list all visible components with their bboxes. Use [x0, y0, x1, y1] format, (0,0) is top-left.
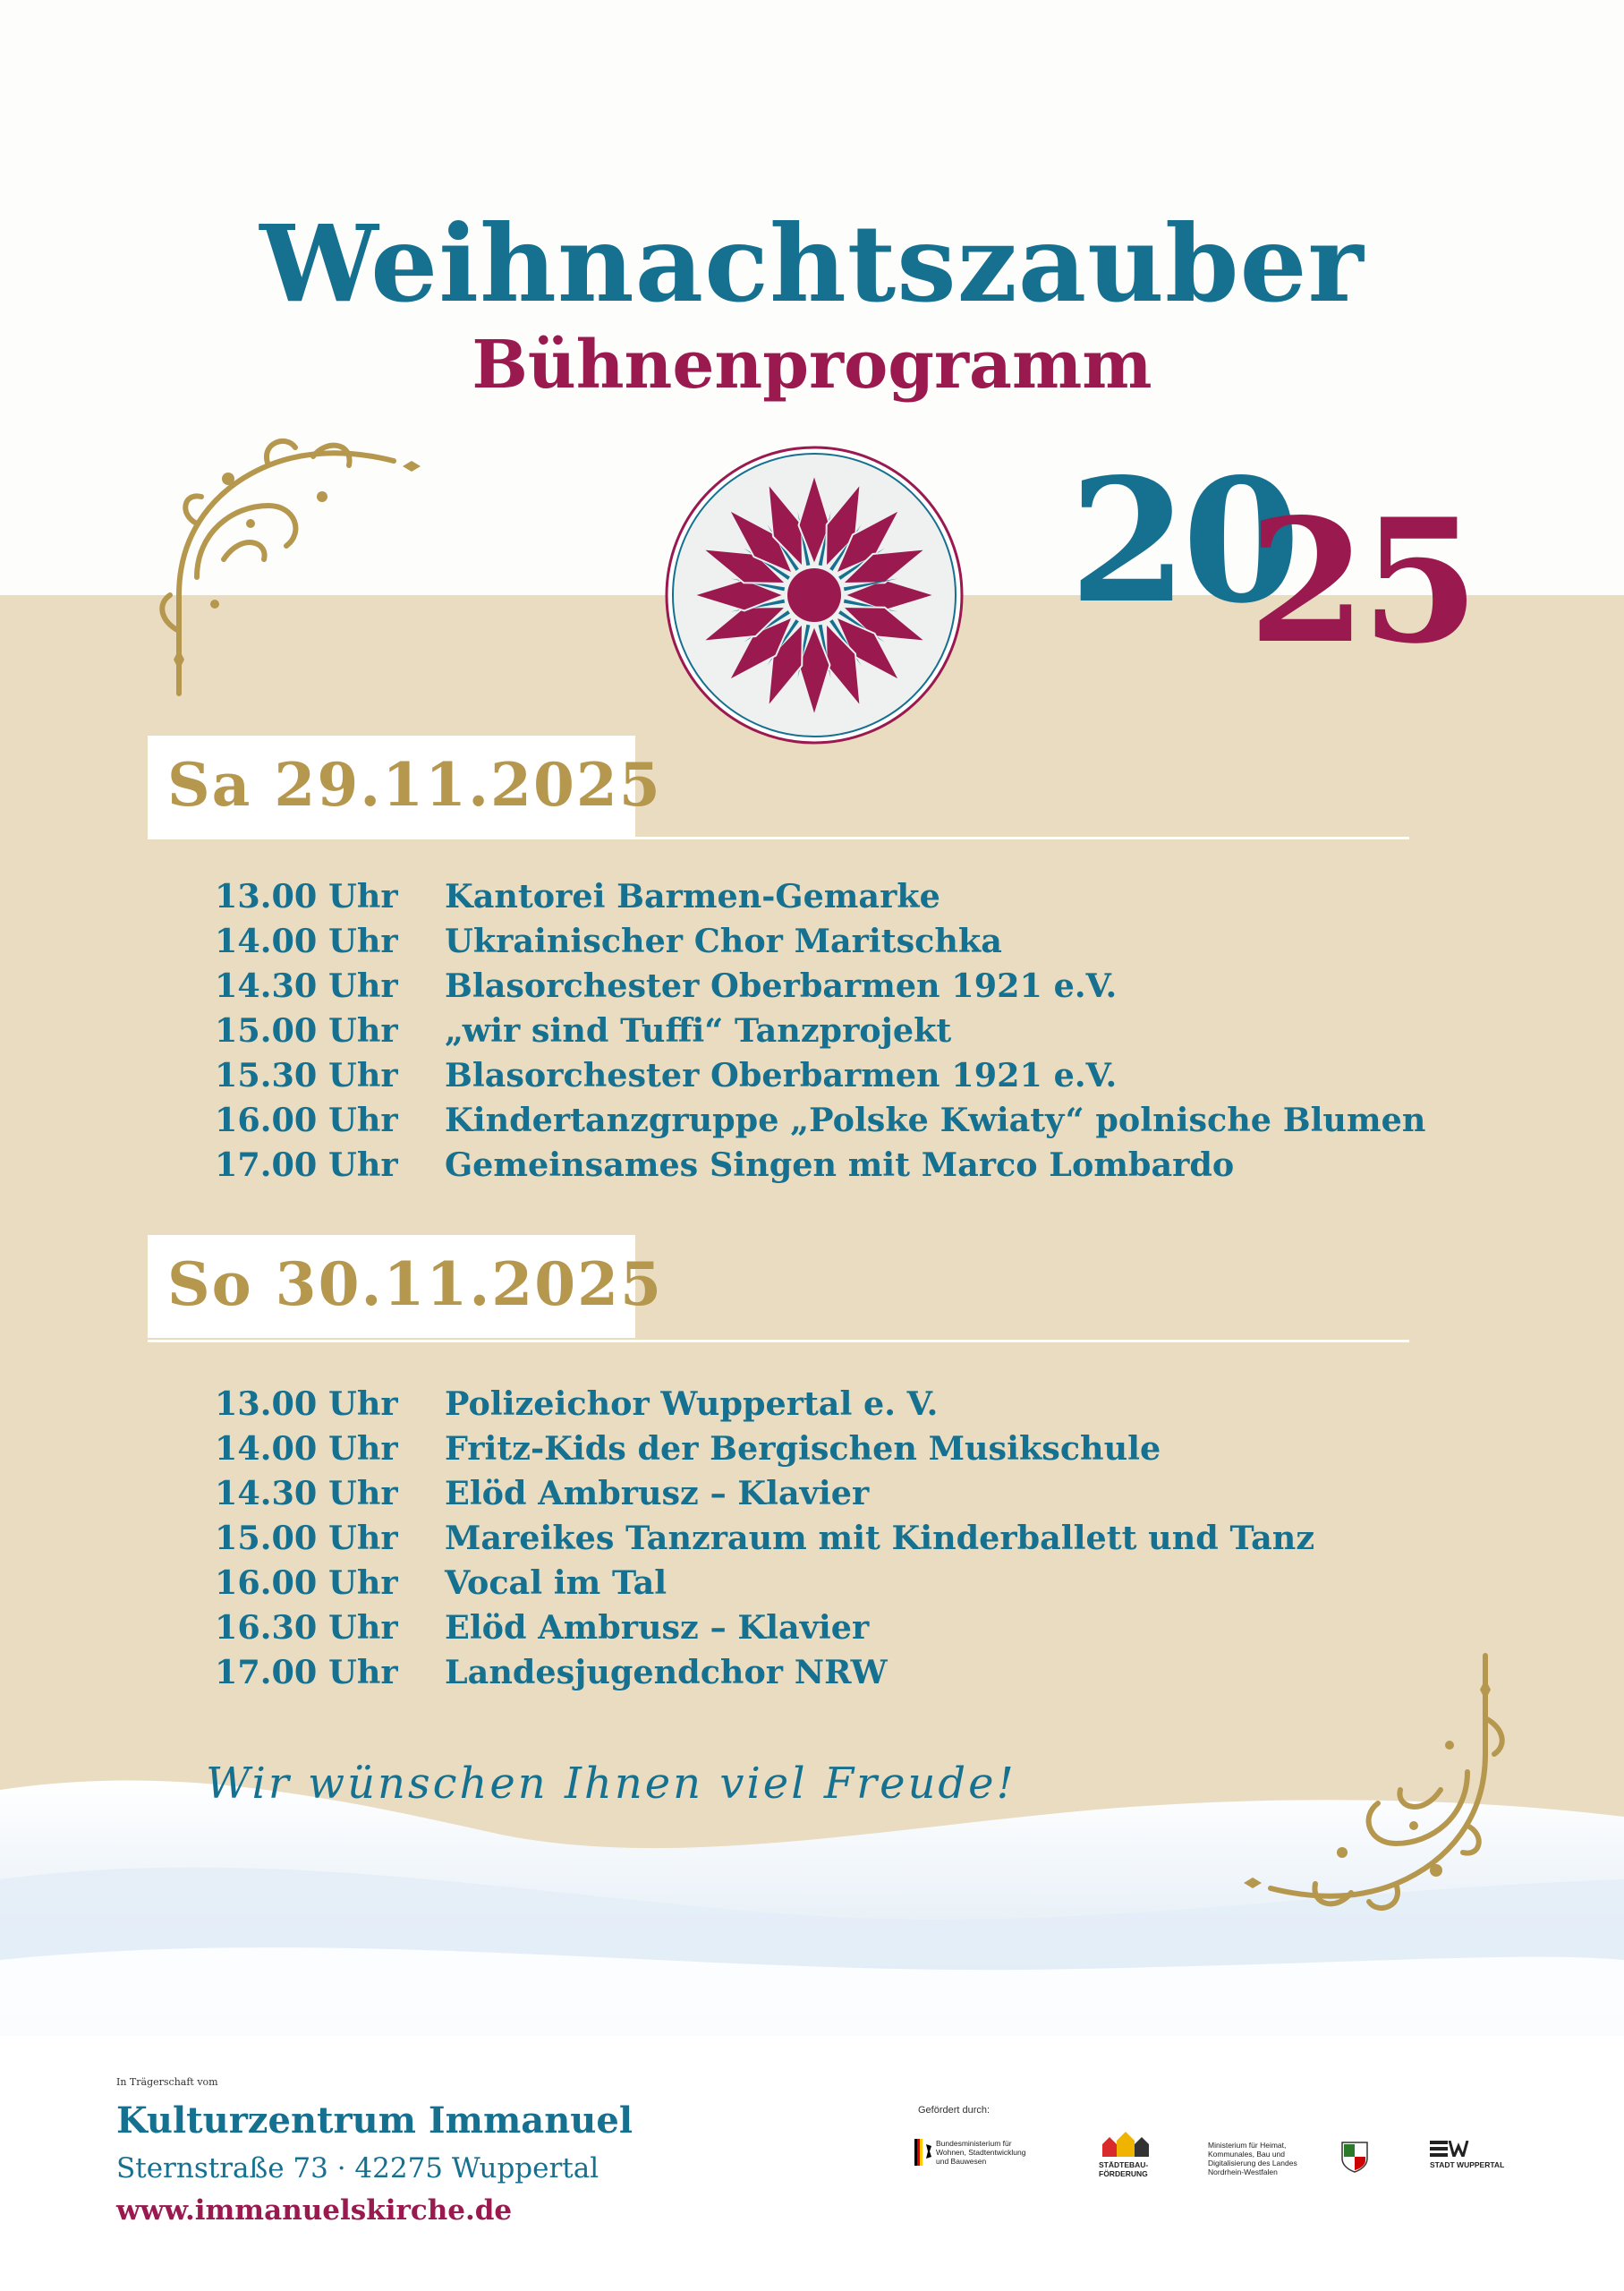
time: 16.30 Uhr — [215, 1608, 398, 1647]
schedule-row — [215, 1056, 1467, 1101]
logo-text: STADT WUPPERTAL — [1430, 2160, 1505, 2169]
funded-label: Gefördert durch: — [918, 2105, 991, 2116]
sponsor-label: In Trägerschaft vom — [116, 2076, 218, 2088]
act: Blasorchester Oberbarmen 1921 e.V. — [445, 967, 1118, 1005]
schedule-row — [215, 1011, 1467, 1056]
sponsor-name: Kulturzentrum Immanuel — [116, 2099, 633, 2142]
schedule-day1 — [215, 877, 1467, 1190]
divider-line — [148, 837, 1409, 839]
time: 14.00 Uhr — [215, 922, 398, 960]
time: 16.00 Uhr — [215, 1563, 398, 1602]
time: 14.00 Uhr — [215, 1429, 398, 1468]
wuppertal-icon — [1430, 2141, 1473, 2157]
logo-text: Bundesministerium für Wohnen, Stadtentwicklung und Bauwesen — [936, 2139, 1026, 2166]
schedule-row — [215, 1146, 1467, 1190]
houses-icon — [1099, 2128, 1152, 2157]
date-label: Sa 29.11.2025 — [167, 750, 662, 820]
rosette-icon — [662, 443, 966, 747]
schedule-row — [215, 1519, 1467, 1563]
act: Landesjugendchor NRW — [445, 1653, 888, 1691]
schedule-row — [215, 922, 1467, 967]
logo-nrw-crest — [1340, 2141, 1369, 2173]
year-part-2: 25 — [1248, 481, 1475, 681]
act: Gemeinsames Singen mit Marco Lombardo — [445, 1146, 1235, 1184]
act: „wir sind Tuffi“ Tanzprojekt — [445, 1011, 952, 1050]
closing-message: Wir wünschen Ihnen viel Freude! — [206, 1759, 1016, 1809]
schedule-row — [215, 967, 1467, 1011]
act: Polizeichor Wuppertal e. V. — [445, 1384, 939, 1423]
divider-line — [148, 1340, 1409, 1342]
logo-text: Ministerium für Heimat, Kommunales, Bau und Digitalisierung des Landes Nordrhein-Westfalen — [1208, 2141, 1297, 2176]
act: Elöd Ambrusz – Klavier — [445, 1608, 870, 1647]
year-part-1: 20 — [1069, 441, 1296, 641]
page-subtitle: Bühnenprogramm — [472, 327, 1152, 404]
schedule-row — [215, 1101, 1467, 1146]
time: 14.30 Uhr — [215, 1474, 398, 1512]
sponsor-website-link[interactable]: www.immanuelskirche.de — [116, 2194, 513, 2227]
schedule-row — [215, 1429, 1467, 1474]
act: Fritz-Kids der Bergischen Musikschule — [445, 1429, 1161, 1468]
schedule-row — [215, 877, 1467, 922]
act: Kindertanzgruppe „Polske Kwiaty“ polnische Blumen — [445, 1101, 1426, 1139]
act: Mareikes Tanzraum mit Kinderballett und Tanz — [445, 1519, 1315, 1557]
act: Kantorei Barmen-Gemarke — [445, 877, 940, 916]
logo-nrw-ministry — [1208, 2141, 1324, 2176]
page-title: Weihnachtszauber — [259, 201, 1365, 326]
federal-eagle-icon — [914, 2139, 932, 2166]
ornament-bottom-right-icon — [1235, 1638, 1521, 1924]
time: 15.00 Uhr — [215, 1011, 398, 1050]
ornament-top-left-icon — [143, 425, 429, 711]
time: 13.00 Uhr — [215, 877, 398, 916]
time: 14.30 Uhr — [215, 967, 398, 1005]
act: Ukrainischer Chor Maritschka — [445, 922, 1002, 960]
time: 13.00 Uhr — [215, 1384, 398, 1423]
sponsor-address: Sternstraße 73 · 42275 Wuppertal — [116, 2152, 599, 2185]
act: Elöd Ambrusz – Klavier — [445, 1474, 870, 1512]
date-label: So 30.11.2025 — [167, 1249, 663, 1319]
date-banner-day1 — [148, 736, 662, 839]
schedule-row — [215, 1474, 1467, 1519]
time: 15.00 Uhr — [215, 1519, 398, 1557]
time: 17.00 Uhr — [215, 1146, 398, 1184]
time: 16.00 Uhr — [215, 1101, 398, 1139]
schedule-row — [215, 1563, 1467, 1608]
nrw-crest-icon — [1340, 2141, 1369, 2173]
time: 17.00 Uhr — [215, 1653, 398, 1691]
logo-text: STÄDTEBAU-FÖRDERUNG — [1099, 2160, 1149, 2178]
time: 15.30 Uhr — [215, 1056, 398, 1094]
schedule-row — [215, 1384, 1467, 1429]
act: Vocal im Tal — [445, 1563, 667, 1602]
date-banner-day2 — [148, 1235, 663, 1338]
act: Blasorchester Oberbarmen 1921 e.V. — [445, 1056, 1118, 1094]
